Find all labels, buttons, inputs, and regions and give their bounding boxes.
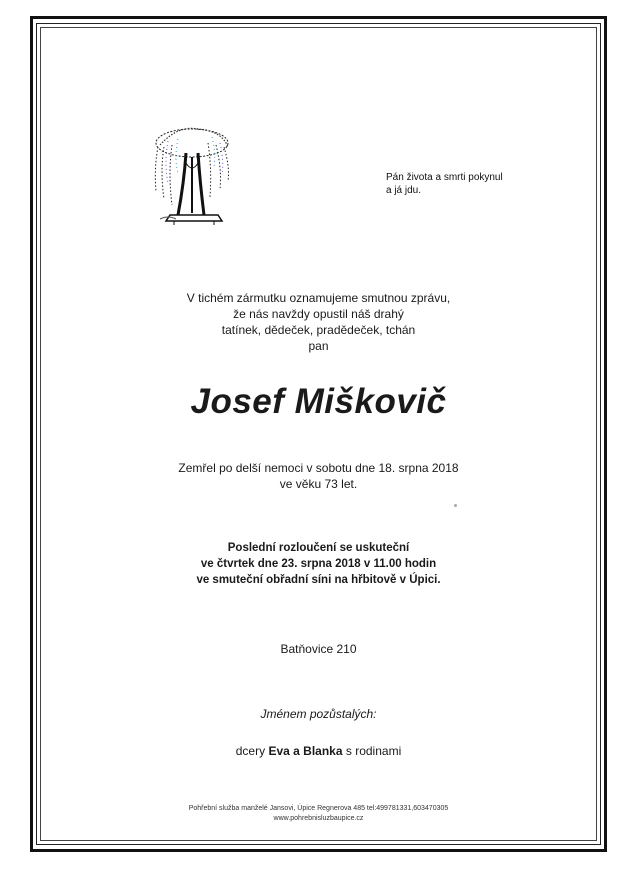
footer-line-1: Pohřební služba manželé Jansovi, Úpice Regnerova 485 tel:499781331,603470305 (188, 805, 449, 812)
footer-website: www.pohrebnisluzbaupice.cz (273, 815, 364, 822)
intro-line-1: V tichém zármutku oznamujeme smutnou zprávu, (186, 291, 451, 305)
daughters-line (40, 744, 597, 758)
daughter-name-1: Eva (268, 744, 290, 758)
weeping-willow-icon (148, 123, 234, 227)
intro-line-4: pan (308, 339, 329, 353)
address: Batňovice 210 (280, 642, 357, 656)
death-info (40, 460, 597, 492)
mourners-heading: Jménem pozůstalých: (260, 707, 377, 721)
quote (386, 171, 503, 197)
funeral-line-3: ve smuteční obřadní síni na hřbitově v Úpici. (196, 574, 441, 586)
quote-line-1: Pán života a smrti pokynul (386, 172, 503, 183)
funeral-line-2: ve čtvrtek dne 23. srpna 2018 v 11.00 hodin (200, 558, 437, 570)
funeral-info (40, 540, 597, 588)
intro-line-3: tatínek, dědeček, pradědeček, tchán (221, 323, 416, 337)
daughters-prefix: dcery (235, 744, 266, 758)
daughters-suffix: s rodinami (345, 744, 402, 758)
footer (40, 804, 597, 824)
death-line-2: ve věku 73 let. (279, 477, 358, 491)
quote-line-2: a já jdu. (386, 185, 422, 196)
stray-dot (454, 504, 457, 507)
funeral-line-1: Poslední rozloučení se uskuteční (227, 542, 410, 554)
death-line-1: Zemřel po delší nemoci v sobotu dne 18. srpna 2018 (178, 461, 459, 475)
daughters-conj: a (293, 744, 300, 758)
intro-line-2: že nás navždy opustil náš drahý (233, 307, 404, 321)
announcement-intro (40, 290, 597, 354)
daughter-name-2: Blanka (303, 744, 343, 758)
deceased-name: Josef Miškovič (190, 382, 447, 421)
